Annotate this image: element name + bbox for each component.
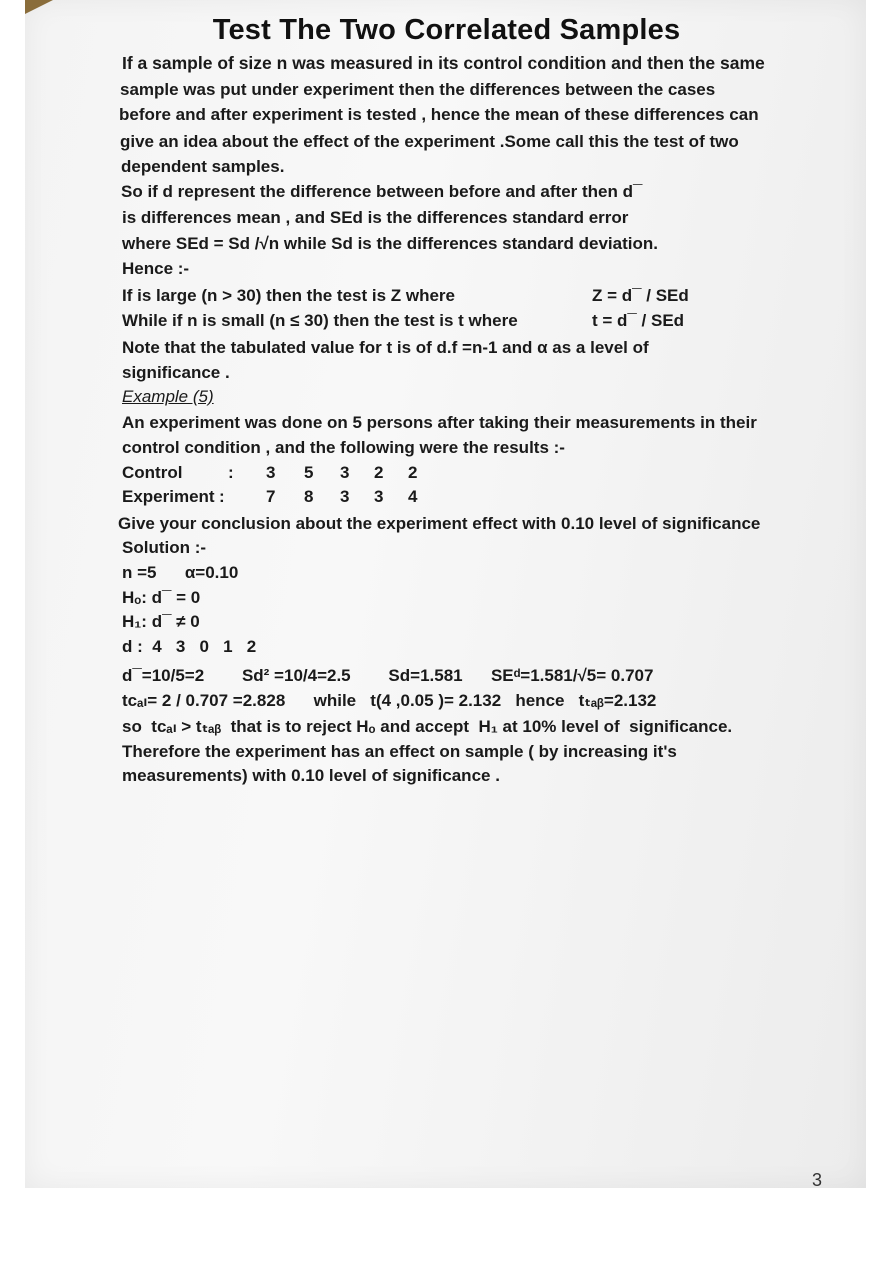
experiment-row: [122, 486, 428, 508]
small-sample-formula: t = d¯ / SEd: [592, 311, 685, 330]
intro-line-9: Hence :-: [122, 259, 190, 278]
control-value: 3: [266, 463, 276, 482]
solution-n-alpha: n =5 α=0.10: [122, 563, 239, 582]
experiment-sep: :: [219, 487, 225, 506]
solution-h1: H₁: d¯ ≠ 0: [122, 612, 200, 631]
intro-line-5: dependent samples.: [121, 157, 285, 176]
intro-line-3: before and after experiment is tested , hence the mean of these differences can: [119, 105, 759, 124]
control-value: 3: [340, 463, 350, 482]
intro-line-4: give an idea about the effect of the experiment .Some call this the test of two: [120, 132, 739, 151]
experiment-value: 7: [266, 487, 276, 506]
small-sample-text: While if n is small (n ≤ 30) then the test is t where: [122, 311, 518, 330]
experiment-value: 3: [374, 487, 384, 506]
intro-line-2: sample was put under experiment then the differences between the cases: [120, 80, 716, 99]
control-label: Control: [122, 463, 183, 482]
note-line-1: Note that the tabulated value for t is of d.f =n-1 and α as a level of: [122, 338, 649, 357]
question-line: Give your conclusion about the experiment effect with 0.10 level of significance: [118, 514, 761, 533]
intro-line-1: If a sample of size n was measured in its control condition and then the same: [122, 53, 765, 73]
solution-calc-2: tᴄₐₗ= 2 / 0.707 =2.828 while t(4 ,0.05 )= 2.132 hence tₜₐᵦ=2.132: [122, 691, 657, 710]
example-line-1: An experiment was done on 5 persons after taking their measurements in their: [122, 413, 757, 432]
example-heading: Example (5): [122, 387, 214, 406]
control-sep: :: [228, 463, 234, 482]
experiment-label: Experiment: [122, 487, 215, 506]
solution-calc-1: d¯=10/5=2 Sd² =10/4=2.5 Sd=1.581 SEᵈ=1.581/√5= 0.707: [122, 666, 654, 685]
control-value: 2: [374, 463, 384, 482]
experiment-value: 4: [408, 487, 418, 506]
solution-conclusion-3: measurements) with 0.10 level of significance .: [122, 766, 500, 785]
solution-h0: Hₒ: d¯ = 0: [122, 588, 201, 607]
page-number: 3: [812, 1170, 823, 1190]
intro-line-8: where SEd = Sd /√n while Sd is the differences standard deviation.: [122, 234, 658, 253]
solution-d-row: d : 4 3 0 1 2: [122, 637, 257, 656]
control-value: 2: [408, 463, 418, 482]
intro-line-7: is differences mean , and SEd is the differences standard error: [122, 208, 629, 227]
intro-line-6: So if d represent the difference between before and after then d¯: [121, 182, 643, 201]
experiment-value: 3: [340, 487, 350, 506]
large-sample-formula: Z = d¯ / SEd: [592, 286, 689, 305]
page-corner: [25, 0, 53, 14]
control-value: 5: [304, 463, 314, 482]
control-row: [122, 462, 428, 484]
large-sample-text: If is large (n > 30) then the test is Z where: [122, 286, 456, 305]
note-line-2: significance .: [122, 363, 230, 382]
experiment-value: 8: [304, 487, 314, 506]
solution-heading: Solution :-: [122, 538, 207, 557]
example-line-2: control condition , and the following were the results :-: [122, 438, 565, 457]
solution-conclusion-2: Therefore the experiment has an effect on sample ( by increasing it's: [122, 742, 677, 761]
page-title: Test The Two Correlated Samples: [212, 14, 681, 46]
solution-conclusion-1: so tᴄₐₗ > tₜₐᵦ that is to reject Hₒ and accept H₁ at 10% level of significance.: [122, 717, 733, 736]
